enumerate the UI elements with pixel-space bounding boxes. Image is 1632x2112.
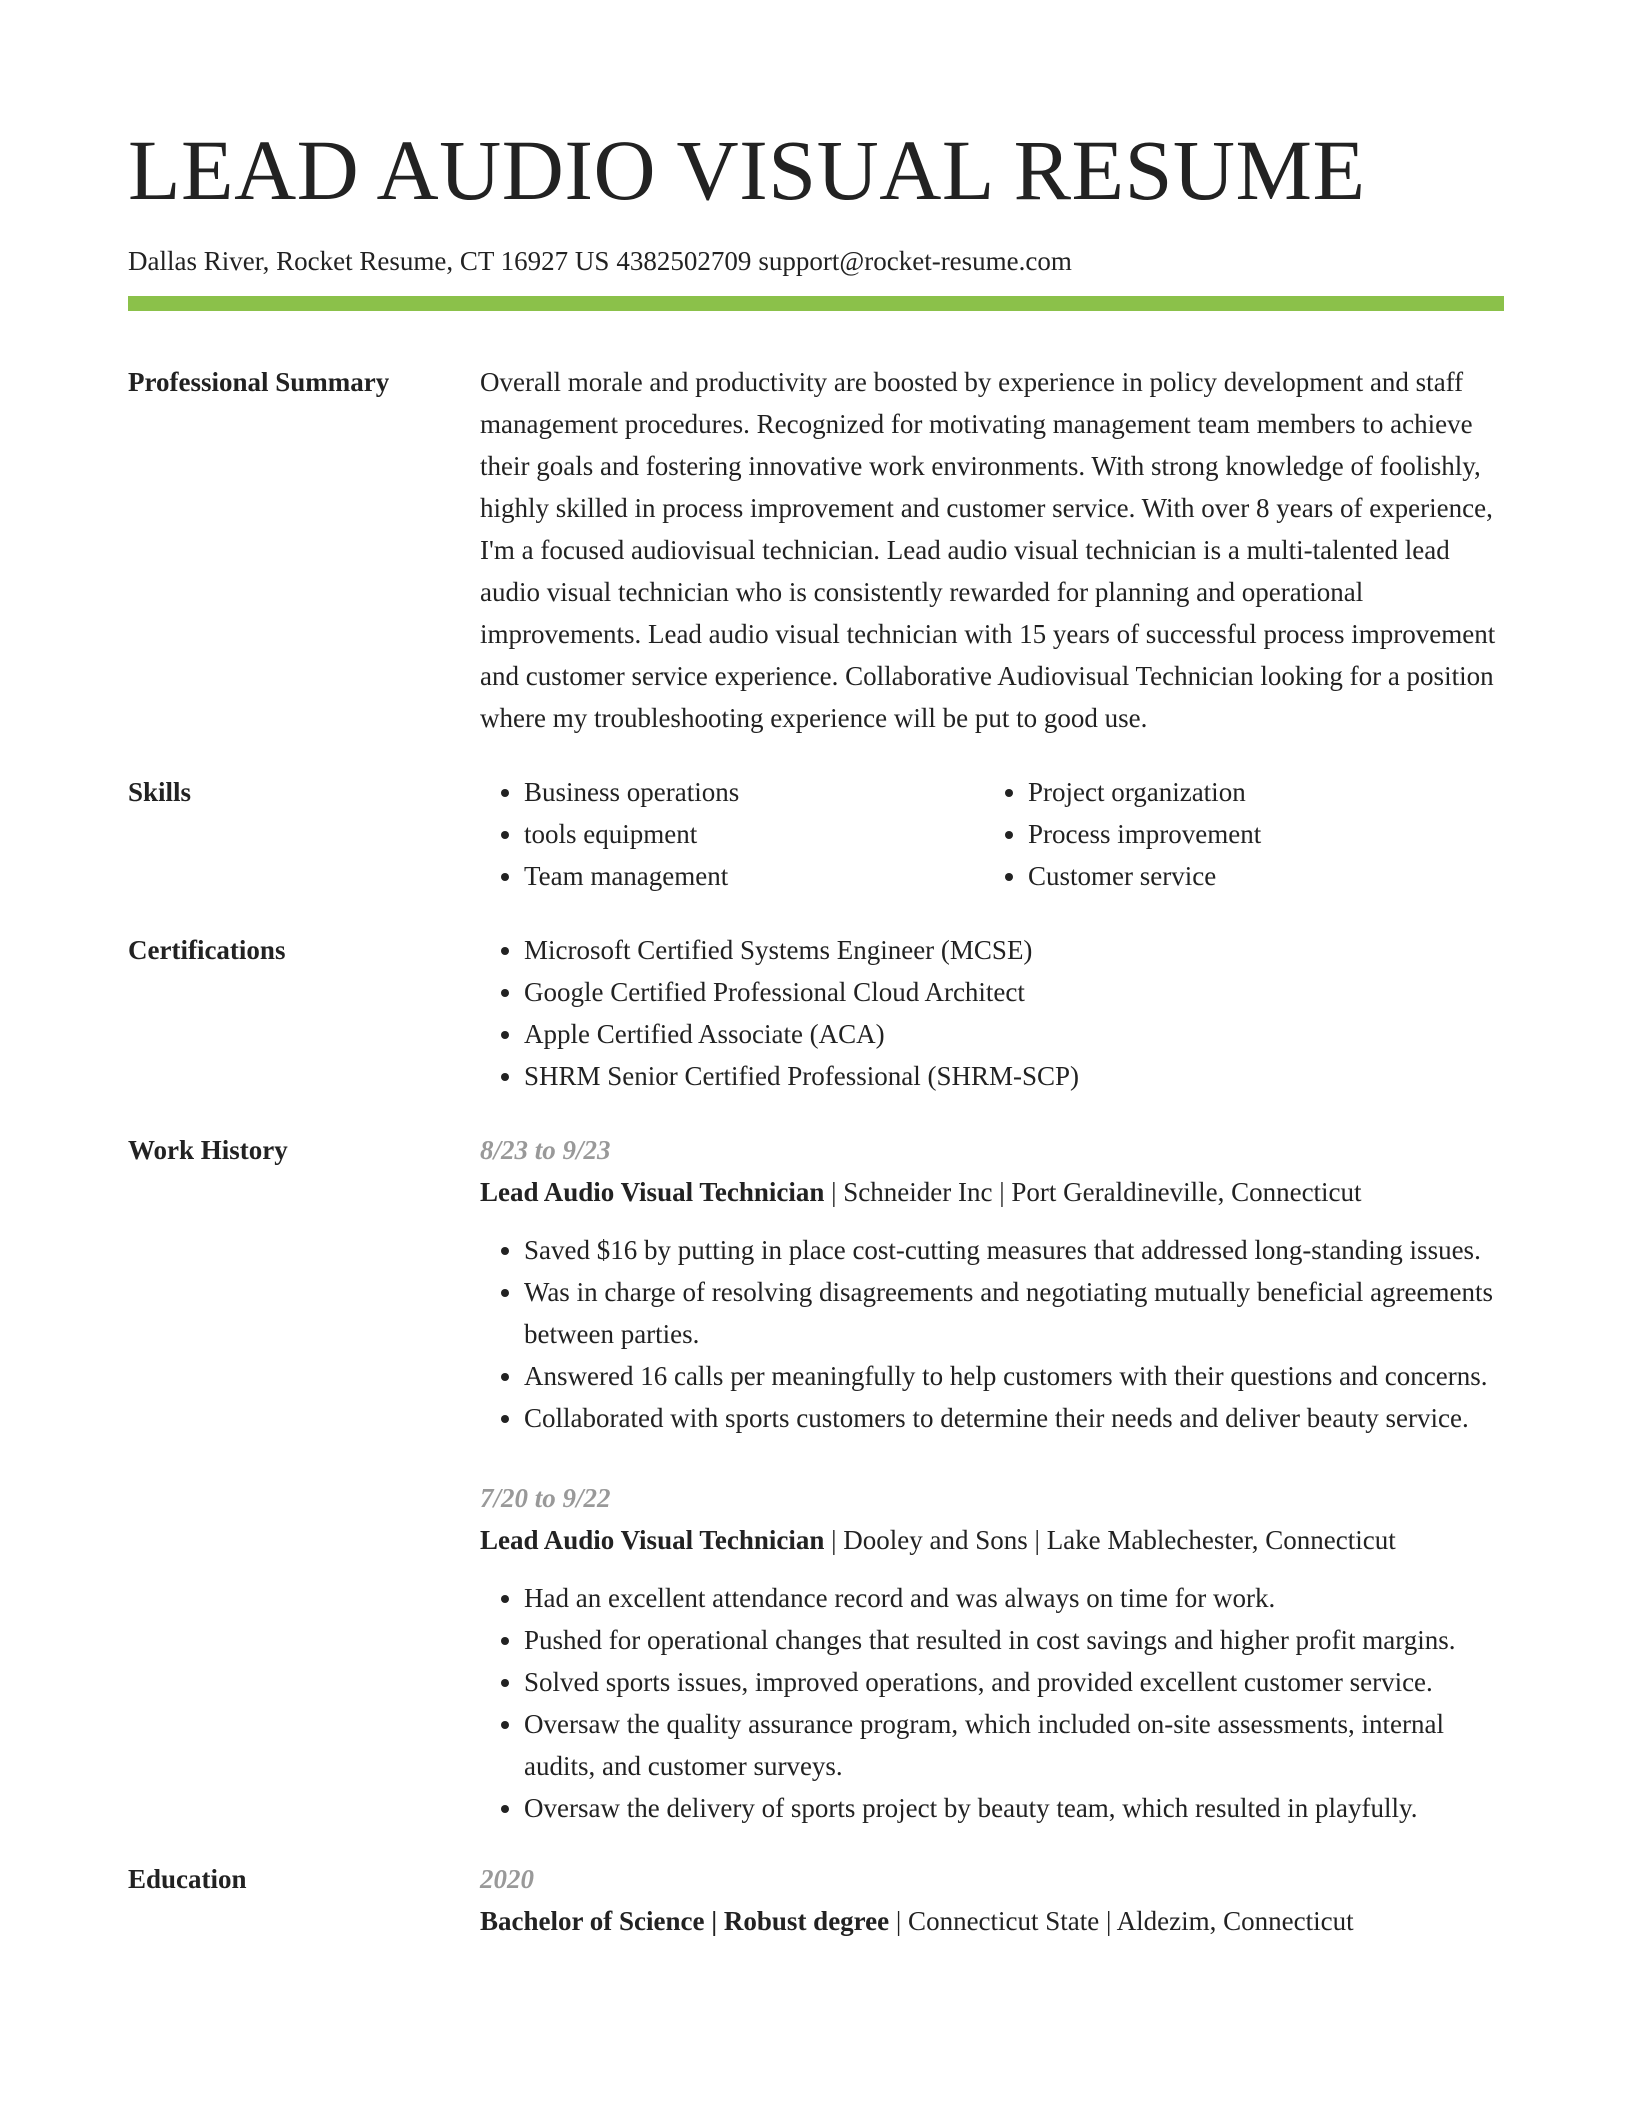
job-bullets xyxy=(480,1577,1504,1829)
skills-column-left xyxy=(480,771,984,897)
certifications-list xyxy=(480,929,1504,1097)
certification-item: • SHRM Senior Certified Professional (SHRM-SCP) xyxy=(524,1055,1504,1097)
certifications-section xyxy=(128,929,1504,1097)
job-entry xyxy=(480,1477,1504,1829)
job-dates: 8/23 to 9/23 xyxy=(480,1135,611,1165)
job-bullet: • Had an excellent attendance record and was always on time for work. xyxy=(524,1577,1504,1619)
education-section xyxy=(128,1858,1504,1942)
skills-column-right xyxy=(984,771,1488,897)
contact-address: Dallas River, Rocket Resume, CT 16927 US xyxy=(128,246,610,276)
job-title: Lead Audio Visual Technician xyxy=(480,1525,825,1555)
work-history-heading: Work History xyxy=(128,1135,288,1165)
skill-item: • Process improvement xyxy=(1028,813,1488,855)
job-title-line xyxy=(480,1519,1504,1561)
contact-phone: 4382502709 xyxy=(616,246,752,276)
summary-section xyxy=(128,361,1504,739)
skills-section xyxy=(128,771,1504,897)
skills-heading: Skills xyxy=(128,777,192,807)
job-details: | Schneider Inc | Port Geraldineville, Connecticut xyxy=(824,1177,1362,1207)
job-bullet: • Oversaw the quality assurance program, which included on-site assessments, internal audits, and customer surveys. xyxy=(524,1703,1504,1787)
job-entry xyxy=(480,1129,1504,1439)
skills-grid xyxy=(480,771,1504,897)
certification-item: • Apple Certified Associate (ACA) xyxy=(524,1013,1504,1055)
education-line: Bachelor of Science | Robust degree | Connecticut State | Aldezim, Connecticut xyxy=(480,1906,1354,1936)
job-bullet: • Was in charge of resolving disagreements and negotiating mutually beneficial agreements between parties. xyxy=(524,1271,1504,1355)
certifications-heading: Certifications xyxy=(128,935,286,965)
certification-item: • Google Certified Professional Cloud Architect xyxy=(524,971,1504,1013)
job-bullet: • Collaborated with sports customers to determine their needs and deliver beauty service. xyxy=(524,1397,1504,1439)
skill-item: • Customer service xyxy=(1028,855,1488,897)
education-field: Robust degree xyxy=(723,1906,890,1936)
certification-item: • Microsoft Certified Systems Engineer (MCSE) xyxy=(524,929,1504,971)
summary-text: Overall morale and productivity are boosted by experience in policy development and staff management procedures. Recognized for motivating management team members to achieve their goals and fostering innovative work environments. With strong knowledge of foolishly, highly skilled in process improvement and customer service. With over 8 years of experience, I'm a focused audiovisual technician. Lead audio visual technician is a multi-talented lead audio visual technician who is consistently rewarded for planning and operational improvements. Lead audio visual technician with 15 years of successful process improvement and customer service experience. Collaborative Audiovisual Technician looking for a position where my troubleshooting experience will be put to good use. xyxy=(480,367,1496,733)
job-title: Lead Audio Visual Technician xyxy=(480,1177,825,1207)
contact-line xyxy=(128,244,1504,278)
job-dates: 7/20 to 9/22 xyxy=(480,1483,611,1513)
skill-item: • Project organization xyxy=(1028,771,1488,813)
job-bullet: • Solved sports issues, improved operations, and provided excellent customer service. xyxy=(524,1661,1504,1703)
job-bullet: • Answered 16 calls per meaningfully to help customers with their questions and concerns. xyxy=(524,1355,1504,1397)
job-bullet: • Saved $16 by putting in place cost-cutting measures that addressed long-standing issues. xyxy=(524,1229,1504,1271)
skill-item: • Team management xyxy=(524,855,984,897)
skill-item: • Business operations xyxy=(524,771,984,813)
job-bullets xyxy=(480,1229,1504,1439)
summary-heading: Professional Summary xyxy=(128,367,390,397)
skill-item: • tools equipment xyxy=(524,813,984,855)
resume-title: LEAD AUDIO VISUAL RESUME xyxy=(128,122,1366,218)
education-details: | Connecticut State | Aldezim, Connecticut xyxy=(889,1906,1354,1936)
job-bullet: • Oversaw the delivery of sports project by beauty team, which resulted in playfully. xyxy=(524,1787,1504,1829)
job-details: | Dooley and Sons | Lake Mablechester, Connecticut xyxy=(824,1525,1396,1555)
resume-page xyxy=(128,0,1504,1942)
education-year: 2020 xyxy=(480,1864,534,1894)
education-degree: Bachelor of Science xyxy=(480,1906,705,1936)
job-title-line xyxy=(480,1171,1504,1213)
contact-email: support@rocket-resume.com xyxy=(758,246,1072,276)
education-heading: Education xyxy=(128,1864,247,1894)
job-bullet: • Pushed for operational changes that resulted in cost savings and higher profit margins. xyxy=(524,1619,1504,1661)
accent-divider xyxy=(128,296,1504,311)
work-history-section xyxy=(128,1129,1504,1829)
